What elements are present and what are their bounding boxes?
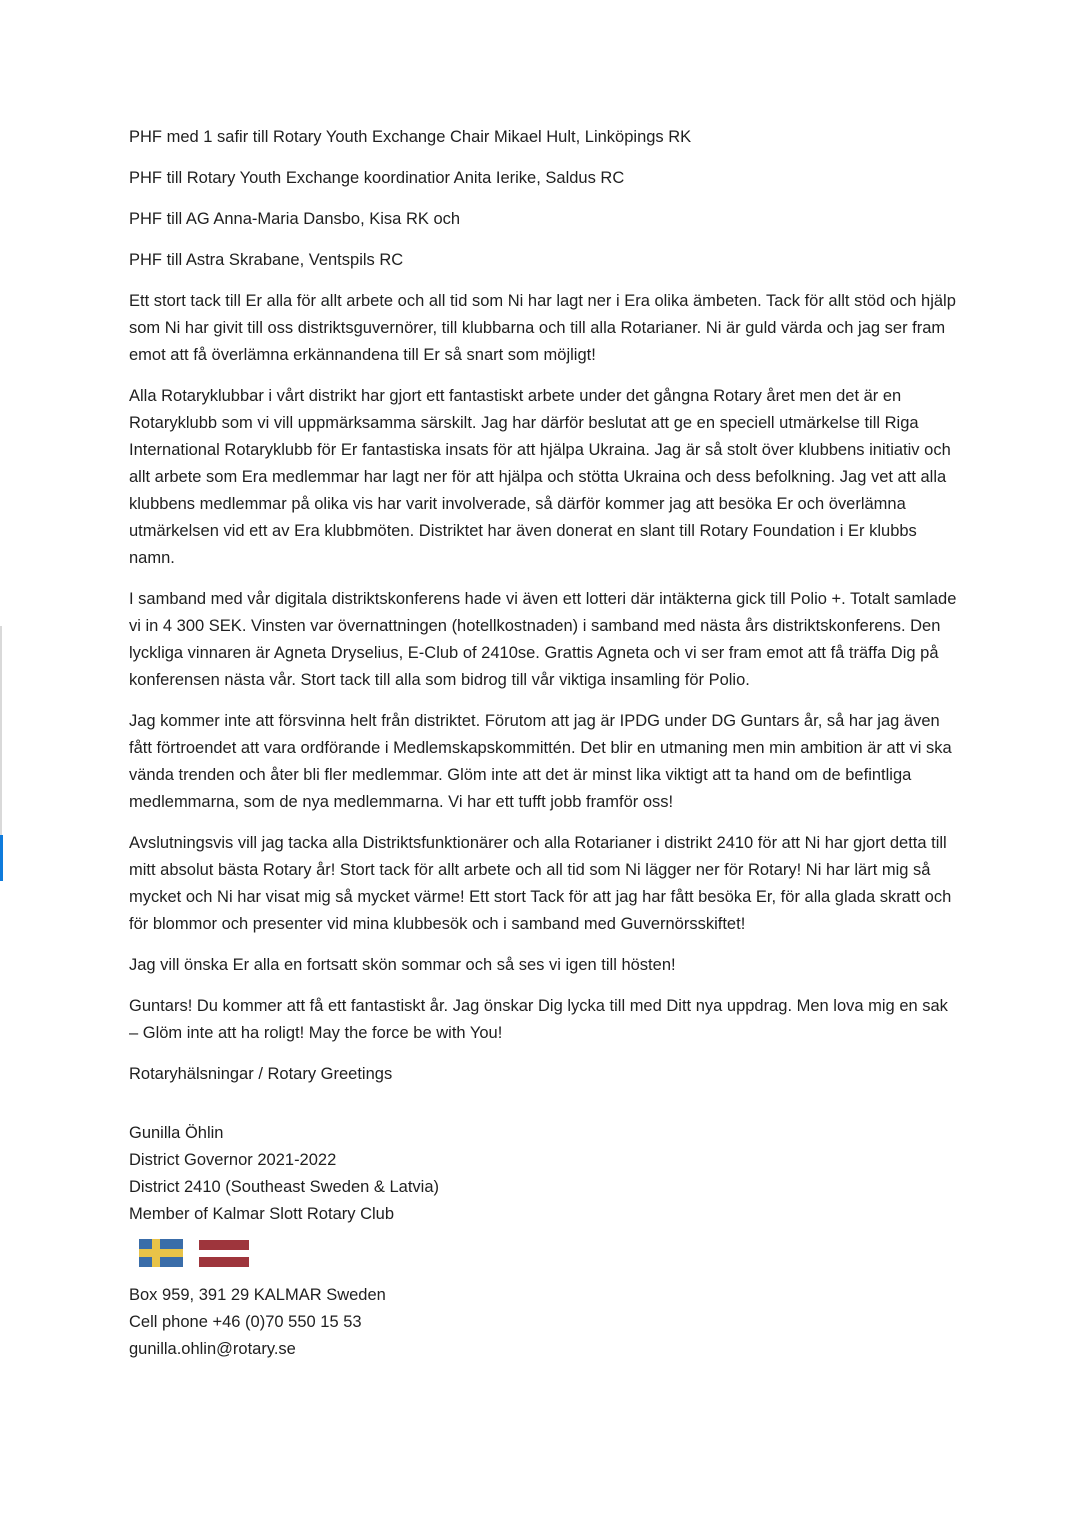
paragraph-thanks: Ett stort tack till Er alla för allt arbete och all tid som Ni har lagt ner i Era olika ämbeten. Tack för allt stöd och hjälp som Ni har givit till oss distriktsguvernörer, till klubbarna och till alla Rotarianer. Ni är guld värda och jag ser fram emot att få överlämna erkännandena till Er så snart som möjligt! bbox=[129, 292, 956, 364]
signature-block bbox=[129, 1120, 957, 1228]
paragraph-ipdg-membership: Jag kommer inte att försvinna helt från distriktet. Förutom att jag är IPDG under DG Guntars år, så har jag även fått förtroendet att vara ordförande i Medlemskapskommittén. Det blir en utmaning men min ambition är att vi ska vända trenden och åter bli fler medlemmar. Glöm inte att det är minst lika viktigt att ta hand om de befintliga medlemmarna, som de nya medlemmarna. Vi har ett tufft jobb framför oss! bbox=[129, 712, 952, 811]
flags-row bbox=[139, 1238, 957, 1268]
left-edge-divider bbox=[0, 626, 2, 835]
letter-body bbox=[129, 124, 957, 1363]
sweden-flag-cross-horizontal bbox=[139, 1249, 183, 1257]
paragraph-summer-wish: Jag vill önska Er alla en fortsatt skön sommar och så ses vi igen till hösten! bbox=[129, 956, 676, 974]
paragraph-lottery-polio: I samband med vår digitala distriktskonferens hade vi även ett lotteri där intäkterna gick till Polio +. Totalt samlade vi in 4 300 SEK. Vinsten var övernattningen (hotellkostnaden) i samband med nästa års distriktskonferens. Den lyckliga vinnaren är Agneta Dryselius, E-Club of 2410se. Grattis Agneta och vi ser fram emot att få träffa Dig på konferensen nästa vår. Stort tack till alla som bidrog till vår viktiga insamling för Polio. bbox=[129, 590, 957, 689]
paragraph-phf-award-1: PHF med 1 safir till Rotary Youth Exchange Chair Mikael Hult, Linköpings RK bbox=[129, 128, 692, 146]
signature-name: Gunilla Öhlin bbox=[129, 1124, 224, 1142]
latvia-flag-top-band bbox=[199, 1240, 249, 1250]
contact-block bbox=[129, 1282, 957, 1363]
paragraph-phf-award-4: PHF till Astra Skrabane, Ventspils RC bbox=[129, 251, 404, 269]
latvia-flag-bottom-band bbox=[199, 1257, 249, 1267]
signature-title: District Governor 2021-2022 bbox=[129, 1151, 337, 1169]
contact-phone: Cell phone +46 (0)70 550 15 53 bbox=[129, 1313, 362, 1331]
signature-district: District 2410 (Southeast Sweden & Latvia) bbox=[129, 1178, 439, 1196]
paragraph-phf-award-3: PHF till AG Anna-Maria Dansbo, Kisa RK och bbox=[129, 210, 461, 228]
contact-email: gunilla.ohlin@rotary.se bbox=[129, 1340, 296, 1358]
paragraph-phf-award-2: PHF till Rotary Youth Exchange koordinatior Anita Ierike, Saldus RC bbox=[129, 169, 625, 187]
signature-membership: Member of Kalmar Slott Rotary Club bbox=[129, 1205, 395, 1223]
paragraph-final-thanks: Avslutningsvis vill jag tacka alla Distriktsfunktionärer och alla Rotarianer i distrikt 2410 för att Ni har gjort detta till mitt absolut bästa Rotary år! Stort tack för allt arbete och all tid som Ni lägger ner för Rotary! Ni har lärt mig så mycket och Ni har visat mig så mycket värme! Ett stort Tack för att jag har fått besöka Er, för alla glada skratt och för blommor och presenter vid mina klubbesök och i samband med Guvernörsskiftet! bbox=[129, 834, 952, 933]
contact-address: Box 959, 391 29 KALMAR Sweden bbox=[129, 1286, 386, 1304]
sweden-flag-icon bbox=[139, 1239, 183, 1267]
paragraph-greetings: Rotaryhälsningar / Rotary Greetings bbox=[129, 1065, 393, 1083]
left-edge-blue-indicator bbox=[0, 835, 3, 881]
paragraph-riga-award: Alla Rotaryklubbar i vårt distrikt har gjort ett fantastiskt arbete under det gångna Rotary året men det är en Rotaryklubb som vi vill uppmärksamma särskilt. Jag har därför beslutat att ge en speciell utmärkelse till Riga International Rotaryklubb för Er fantastiska insats för att hjälpa Ukraina. Jag är så stolt över klubbens initiativ och allt arbete som Era medlemmar har lagt ner för att hjälpa och stötta Ukraina och dess befolkning. Jag vet att alla klubbens medlemmar på olika vis har varit involverade, så därför kommer jag att besöka Er och överlämna utmärkelsen vid ett av Era klubbmöten. Distriktet har även donerat en slant till Rotary Foundation i Er klubbs namn. bbox=[129, 387, 951, 567]
paragraph-guntars: Guntars! Du kommer att få ett fantastiskt år. Jag önskar Dig lycka till med Ditt nya uppdrag. Men lova mig en sak – Glöm inte att ha roligt! May the force be with You! bbox=[129, 997, 948, 1042]
latvia-flag-icon bbox=[199, 1240, 249, 1267]
